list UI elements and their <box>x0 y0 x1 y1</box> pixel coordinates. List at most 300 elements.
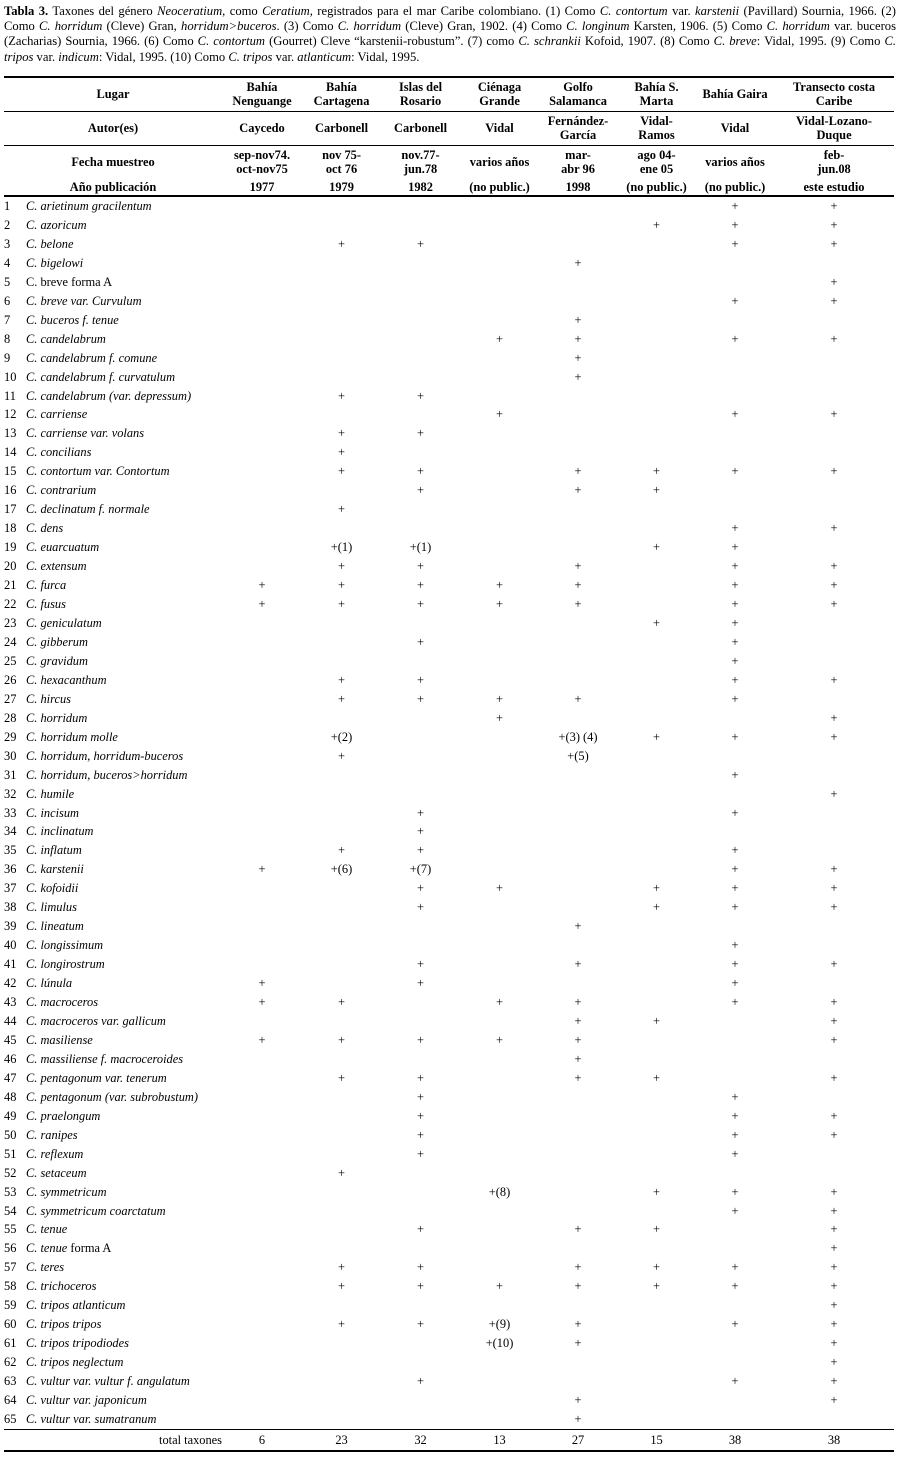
table-row <box>4 273 894 292</box>
presence-cell: + <box>417 1127 425 1142</box>
taxon-name: C. lúnula <box>26 976 73 991</box>
table-row <box>4 330 894 349</box>
presence-cell <box>460 1107 539 1126</box>
presence-cell <box>539 841 617 860</box>
presence-cell: + <box>258 862 266 877</box>
presence-cell <box>302 1410 381 1429</box>
presence-cell <box>460 368 539 387</box>
row-number: 39 <box>4 919 17 934</box>
table-row <box>4 785 894 804</box>
presence-cell <box>460 311 539 330</box>
presence-cell: + <box>830 1013 838 1028</box>
presence-cell: + <box>417 1317 425 1332</box>
presence-cell <box>460 728 539 747</box>
header-lugar-1: Bahía Nenguange <box>232 79 292 109</box>
presence-cell <box>222 822 302 841</box>
presence-cell <box>617 785 696 804</box>
presence-cell <box>302 709 381 728</box>
presence-cell: + <box>574 1336 582 1351</box>
taxon-name: C. declinatum f. normale <box>26 502 150 517</box>
presence-cell: + <box>574 1260 582 1275</box>
row-number: 25 <box>4 653 17 668</box>
presence-cell: + <box>830 1355 838 1370</box>
presence-cell <box>302 1012 381 1031</box>
presence-cell <box>302 974 381 993</box>
presence-cell <box>617 860 696 879</box>
presence-cell <box>617 1202 696 1221</box>
presence-cell <box>617 709 696 728</box>
taxon-name: C. contortum var. Contortum <box>26 464 170 479</box>
presence-cell <box>460 1202 539 1221</box>
presence-cell <box>696 1220 774 1239</box>
taxon-name: C. setaceum <box>26 1165 87 1180</box>
presence-cell <box>460 860 539 879</box>
row-number: 40 <box>4 938 17 953</box>
presence-cell <box>774 254 894 273</box>
header-anio-3: 1982 <box>408 179 433 194</box>
taxa-table <box>4 76 894 1452</box>
row-number: 12 <box>4 407 17 422</box>
presence-cell: + <box>830 1374 838 1389</box>
presence-cell <box>617 841 696 860</box>
presence-cell <box>302 1372 381 1391</box>
caption-text: C. tripos <box>4 34 896 64</box>
taxon-name: C. kofoidii <box>26 881 79 896</box>
presence-cell <box>774 1145 894 1164</box>
total-value: 27 <box>571 1432 585 1447</box>
presence-cell <box>222 652 302 671</box>
presence-cell: +(5) <box>567 748 589 763</box>
presence-cell <box>539 614 617 633</box>
presence-cell <box>617 595 696 614</box>
presence-cell <box>460 785 539 804</box>
presence-cell <box>222 766 302 785</box>
presence-cell <box>302 1183 381 1202</box>
presence-cell: + <box>731 1279 739 1294</box>
presence-cell <box>617 1145 696 1164</box>
presence-cell <box>539 804 617 823</box>
caption-text: : Vidal, 1995. <box>351 49 420 64</box>
presence-cell: + <box>830 1127 838 1142</box>
header-label-anio: Año publicación <box>69 179 157 194</box>
row-number: 27 <box>4 691 17 706</box>
presence-cell: + <box>574 331 582 346</box>
header-anio-4: (no public.) <box>469 179 530 194</box>
presence-cell: + <box>731 559 739 574</box>
presence-cell: + <box>653 1184 661 1199</box>
row-number: 42 <box>4 976 17 991</box>
presence-cell <box>696 1164 774 1183</box>
table-row <box>4 443 894 462</box>
presence-cell <box>222 1088 302 1107</box>
row-number: 29 <box>4 729 17 744</box>
presence-cell <box>222 1353 302 1372</box>
presence-cell: + <box>338 672 346 687</box>
presence-cell <box>381 1391 460 1410</box>
presence-cell <box>774 424 894 443</box>
taxon-name: C. horridum <box>26 710 88 725</box>
presence-cell <box>617 1353 696 1372</box>
caption-text: Karsten, 1906. (5) Como <box>629 19 767 34</box>
presence-cell <box>617 1107 696 1126</box>
taxon-name: C. candelabrum <box>26 331 106 346</box>
table-row <box>4 1372 894 1391</box>
presence-cell <box>539 443 617 462</box>
header-lugar-4: Ciénaga Grande <box>477 79 522 109</box>
presence-cell: + <box>338 426 346 441</box>
presence-cell <box>302 898 381 917</box>
taxon-name: C. azoricum <box>26 217 87 232</box>
table-row <box>4 860 894 879</box>
presence-cell: + <box>574 1393 582 1408</box>
presence-cell: + <box>653 464 661 479</box>
presence-cell <box>222 709 302 728</box>
presence-cell <box>696 1334 774 1353</box>
table-row <box>4 1353 894 1372</box>
presence-cell <box>774 804 894 823</box>
presence-cell: + <box>830 597 838 612</box>
presence-cell <box>381 652 460 671</box>
presence-cell <box>460 273 539 292</box>
presence-cell <box>617 405 696 424</box>
presence-cell <box>222 633 302 652</box>
presence-cell <box>222 235 302 254</box>
presence-cell: + <box>731 1317 739 1332</box>
row-number: 38 <box>4 900 17 915</box>
presence-cell: + <box>574 464 582 479</box>
presence-cell <box>460 1372 539 1391</box>
table-row <box>4 576 894 595</box>
presence-cell: + <box>258 1032 266 1047</box>
presence-cell: + <box>574 559 582 574</box>
presence-cell <box>222 387 302 406</box>
presence-cell <box>222 804 302 823</box>
presence-cell <box>222 671 302 690</box>
presence-cell <box>302 785 381 804</box>
taxa-body <box>4 196 894 1429</box>
presence-cell: + <box>258 976 266 991</box>
presence-cell <box>381 936 460 955</box>
table-row <box>4 1239 894 1258</box>
presence-cell <box>460 822 539 841</box>
row-number: 9 <box>4 350 11 365</box>
presence-cell: + <box>731 293 739 308</box>
taxon-name: C. extensum <box>26 559 87 574</box>
taxon-name: C. inclinatum <box>26 824 94 839</box>
presence-cell <box>696 368 774 387</box>
presence-cell: + <box>731 957 739 972</box>
presence-cell <box>460 614 539 633</box>
taxon-name: C. horridum, horridum-buceros <box>26 748 184 763</box>
caption-text: , registrados para el mar Caribe colombiano. (1) Como <box>309 4 600 18</box>
presence-cell <box>381 1296 460 1315</box>
presence-cell <box>460 766 539 785</box>
total-value: 32 <box>414 1432 427 1447</box>
table-row <box>4 974 894 993</box>
presence-cell: + <box>830 1032 838 1047</box>
presence-cell <box>617 671 696 690</box>
table-row <box>4 387 894 406</box>
presence-cell: + <box>731 672 739 687</box>
presence-cell <box>460 747 539 766</box>
taxon-name: C. arietinum gracilentum <box>26 199 152 213</box>
taxon-name: C. horridum molle <box>26 729 118 744</box>
row-number: 49 <box>4 1108 17 1123</box>
caption-text: var. <box>667 4 696 18</box>
presence-cell <box>617 349 696 368</box>
presence-cell: + <box>653 217 661 232</box>
presence-cell <box>696 273 774 292</box>
presence-cell <box>460 1069 539 1088</box>
row-number: 57 <box>4 1260 17 1275</box>
presence-cell <box>381 1353 460 1372</box>
caption-text: , como <box>222 4 263 18</box>
row-number: 13 <box>4 426 17 441</box>
taxon-name: C. reflexum <box>26 1146 84 1161</box>
caption-text: var. <box>33 49 59 64</box>
presence-cell <box>222 936 302 955</box>
table-row <box>4 235 894 254</box>
presence-cell <box>617 1410 696 1429</box>
table-row <box>4 766 894 785</box>
table-row <box>4 1334 894 1353</box>
presence-cell: + <box>731 217 739 232</box>
total-value: 6 <box>258 1432 266 1447</box>
table-row <box>4 519 894 538</box>
presence-cell: + <box>496 331 504 346</box>
presence-cell: + <box>574 350 582 365</box>
presence-cell: + <box>830 1317 838 1332</box>
presence-cell <box>381 216 460 235</box>
presence-cell <box>617 974 696 993</box>
presence-cell <box>617 273 696 292</box>
presence-cell: + <box>417 1032 425 1047</box>
presence-cell <box>774 1088 894 1107</box>
presence-cell: + <box>417 483 425 498</box>
taxon-name: C. tenue <box>26 1222 68 1237</box>
taxon-name: C. tripos tripos <box>26 1317 102 1332</box>
presence-cell: + <box>731 1108 739 1123</box>
presence-cell <box>460 500 539 519</box>
presence-cell <box>774 766 894 785</box>
table-row <box>4 822 894 841</box>
row-number: 14 <box>4 445 17 460</box>
presence-cell: + <box>574 1222 582 1237</box>
row-number: 18 <box>4 521 17 536</box>
presence-cell <box>222 538 302 557</box>
presence-cell <box>774 1050 894 1069</box>
header-lugar-6: Bahía S. Marta <box>634 79 679 109</box>
total-value: 13 <box>493 1432 506 1447</box>
header-row-anio <box>4 179 894 196</box>
row-number: 48 <box>4 1089 17 1104</box>
presence-cell <box>460 633 539 652</box>
taxon-name: C. longirostrum <box>26 957 105 972</box>
presence-cell <box>222 1145 302 1164</box>
presence-cell: + <box>574 1070 582 1085</box>
presence-cell <box>381 349 460 368</box>
taxon-name: C. concilians <box>26 445 92 460</box>
presence-cell: + <box>731 1127 739 1142</box>
presence-cell: + <box>830 995 838 1010</box>
header-anio-8: este estudio <box>803 179 865 194</box>
presence-cell <box>381 917 460 936</box>
presence-cell <box>460 557 539 576</box>
presence-cell <box>539 196 617 216</box>
total-value: 38 <box>728 1432 742 1447</box>
presence-cell <box>774 538 894 557</box>
presence-cell <box>617 766 696 785</box>
presence-cell <box>617 1372 696 1391</box>
presence-cell <box>222 955 302 974</box>
presence-cell: + <box>830 407 838 422</box>
table-row <box>4 1069 894 1088</box>
presence-cell <box>617 311 696 330</box>
presence-cell: +(7) <box>409 862 432 877</box>
header-lugar-5: Golfo Salamanca <box>549 79 607 109</box>
row-number: 11 <box>4 388 16 403</box>
presence-cell: + <box>830 862 838 877</box>
presence-cell: + <box>830 331 838 346</box>
presence-cell: + <box>731 729 739 744</box>
presence-cell: + <box>338 1070 346 1085</box>
presence-cell <box>222 1410 302 1429</box>
presence-cell <box>460 804 539 823</box>
presence-cell <box>696 822 774 841</box>
presence-cell <box>774 500 894 519</box>
presence-cell <box>302 614 381 633</box>
presence-cell: + <box>338 1279 346 1294</box>
header-autor-3: Carbonell <box>394 120 448 135</box>
table-row <box>4 462 894 481</box>
presence-cell <box>617 557 696 576</box>
row-number: 47 <box>4 1070 17 1085</box>
presence-cell <box>774 690 894 709</box>
presence-cell: + <box>830 1298 838 1313</box>
row-number: 63 <box>4 1374 17 1389</box>
presence-cell <box>774 936 894 955</box>
presence-cell <box>539 766 617 785</box>
row-number: 28 <box>4 710 17 725</box>
presence-cell <box>460 481 539 500</box>
table-row <box>4 1126 894 1145</box>
caption-text: C. tripos <box>228 49 273 64</box>
presence-cell <box>460 1012 539 1031</box>
table-row <box>4 728 894 747</box>
presence-cell <box>302 368 381 387</box>
presence-cell: + <box>417 843 425 858</box>
presence-cell <box>774 841 894 860</box>
presence-cell <box>460 1410 539 1429</box>
presence-cell <box>696 917 774 936</box>
header-anio-1: 1977 <box>249 179 275 194</box>
presence-cell: + <box>830 1108 838 1123</box>
presence-cell: + <box>653 1260 661 1275</box>
presence-cell <box>539 1183 617 1202</box>
presence-cell: + <box>830 881 838 896</box>
table-row <box>4 1088 894 1107</box>
presence-cell <box>302 1220 381 1239</box>
presence-cell <box>617 690 696 709</box>
presence-cell <box>696 1410 774 1429</box>
caption-text: horridum>buceros <box>181 19 277 34</box>
presence-cell <box>539 387 617 406</box>
presence-cell <box>774 481 894 500</box>
header-autor-7: Vidal <box>720 120 750 135</box>
header-fecha-5: mar- abr 96 <box>561 147 595 177</box>
taxon-name: C. teres <box>26 1260 65 1275</box>
table-row <box>4 1050 894 1069</box>
presence-cell: + <box>496 881 504 896</box>
taxon-name: C. fusus <box>26 597 66 612</box>
taxon-name: C. vultur var. japonicum <box>26 1393 147 1408</box>
presence-cell <box>774 822 894 841</box>
header-row-lugar <box>4 77 894 111</box>
presence-cell: + <box>496 597 504 612</box>
presence-cell: + <box>731 691 739 706</box>
presence-cell <box>302 1391 381 1410</box>
presence-cell <box>539 1164 617 1183</box>
presence-cell: + <box>830 521 838 536</box>
presence-cell <box>381 254 460 273</box>
presence-cell <box>460 1050 539 1069</box>
taxon-name: C. macroceros <box>26 995 99 1010</box>
presence-cell <box>696 1012 774 1031</box>
presence-cell: + <box>653 1222 661 1237</box>
presence-cell: + <box>731 464 739 479</box>
presence-cell <box>774 387 894 406</box>
presence-cell <box>539 1145 617 1164</box>
presence-cell: + <box>574 1013 582 1028</box>
table-row <box>4 936 894 955</box>
presence-cell: + <box>338 1260 346 1275</box>
presence-cell <box>617 1334 696 1353</box>
table-row <box>4 196 894 216</box>
presence-cell <box>222 254 302 273</box>
presence-cell <box>696 424 774 443</box>
presence-cell: + <box>338 843 346 858</box>
totals-label: total taxones <box>159 1432 223 1447</box>
table-row <box>4 595 894 614</box>
row-number: 61 <box>4 1336 17 1351</box>
taxon-name: C. bigelowi <box>26 255 84 270</box>
taxon-name: C. tripos neglectum <box>26 1355 124 1370</box>
presence-cell <box>302 519 381 538</box>
taxon-name: C. gibberum <box>26 634 88 649</box>
presence-cell: + <box>574 483 582 498</box>
presence-cell <box>617 424 696 443</box>
presence-cell: +(8) <box>488 1184 511 1199</box>
presence-cell <box>460 841 539 860</box>
header-lugar-3: Islas del Rosario <box>398 79 443 109</box>
presence-cell <box>302 1353 381 1372</box>
presence-cell <box>539 633 617 652</box>
presence-cell <box>460 196 539 216</box>
presence-cell <box>539 1202 617 1221</box>
presence-cell <box>381 292 460 311</box>
header-anio-5: 1998 <box>565 179 591 194</box>
presence-cell <box>302 330 381 349</box>
presence-cell <box>381 311 460 330</box>
presence-cell <box>617 1239 696 1258</box>
presence-cell: + <box>574 597 582 612</box>
presence-cell: + <box>417 805 425 820</box>
presence-cell: + <box>417 976 425 991</box>
caption-text: (Cleve) Gran, 1902. (4) Como <box>401 19 567 34</box>
presence-cell <box>222 481 302 500</box>
presence-cell: + <box>417 426 425 441</box>
presence-cell <box>539 519 617 538</box>
